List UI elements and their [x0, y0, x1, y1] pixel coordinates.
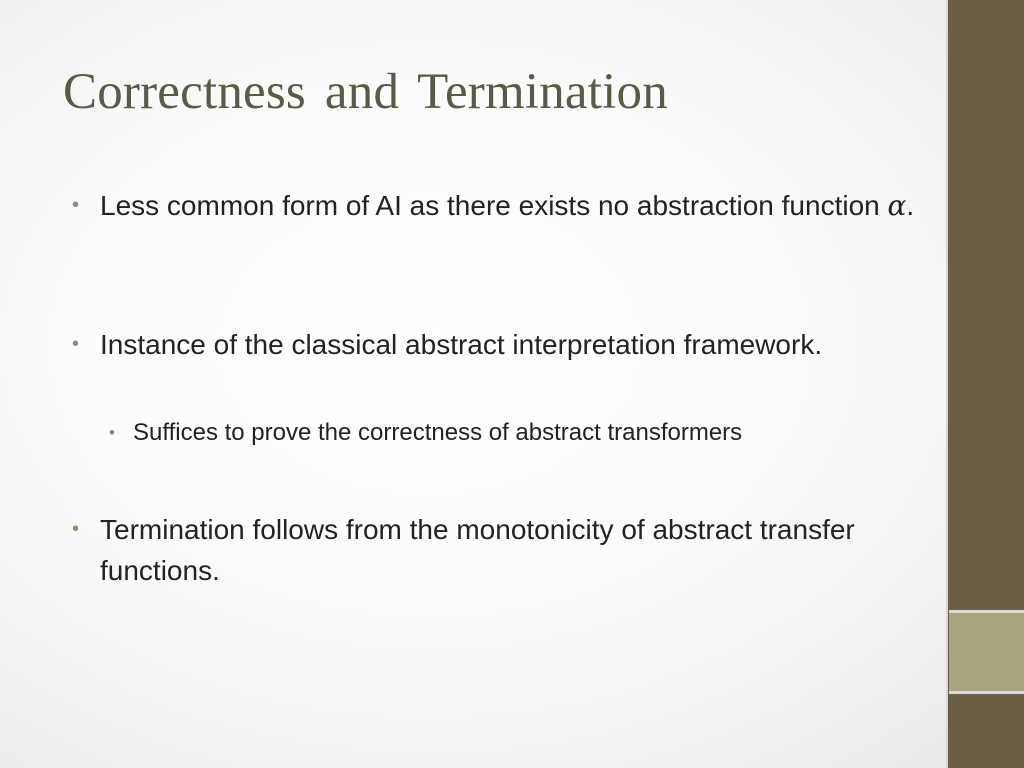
sub-bullet-marker: • [109, 423, 115, 442]
bullet-marker: • [72, 518, 80, 540]
bullet-item-abstraction [72, 185, 920, 226]
alpha-symbol: α [887, 189, 907, 222]
bullet-item-instance [72, 324, 920, 365]
slide-title: Correctness and Termination [63, 64, 668, 120]
bullet-marker: • [72, 194, 80, 216]
bullet-suffix: . [906, 190, 915, 221]
bullet-marker: • [72, 333, 80, 355]
decorative-side-accent [949, 613, 1024, 691]
bullet-text: Less common form of AI as there exists no abstraction function [100, 190, 888, 221]
bullet-text: Termination follows from the monotonicity of abstract transfer functions. [100, 514, 855, 586]
bullet-text: Instance of the classical abstract interpretation framework. [100, 329, 823, 360]
side-accent-gap-bottom [949, 691, 1024, 694]
bullet-item-termination [72, 509, 920, 591]
sub-bullet-text: Suffices to prove the correctness of abstract transformers [133, 419, 743, 446]
sub-bullet-item-suffices [109, 417, 933, 449]
